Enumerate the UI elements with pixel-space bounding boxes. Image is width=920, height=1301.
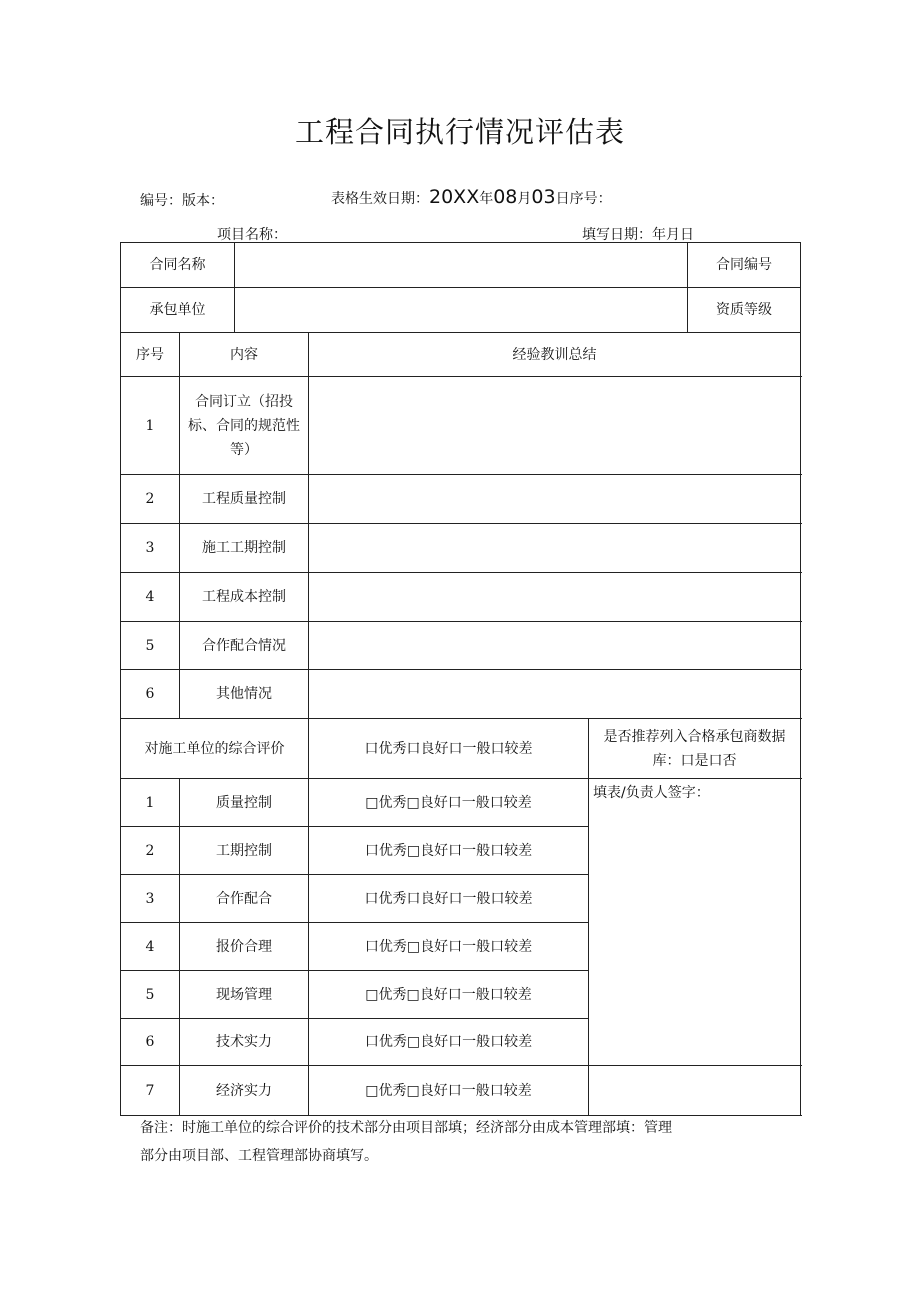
overall-evaluation-label: 对施工单位的综合评价 xyxy=(121,719,309,779)
row-content: 其他情况 xyxy=(180,670,309,719)
eval-seq: 1 xyxy=(121,779,180,827)
eval-item: 技术实力 xyxy=(180,1019,309,1066)
eval-rating-options[interactable]: 口优秀口良好口一般口较差 xyxy=(309,875,589,923)
extra-empty-field[interactable] xyxy=(589,1066,801,1116)
signature-field[interactable]: 填表/负责人签字： xyxy=(589,779,801,1066)
effective-month: 08 xyxy=(493,186,518,208)
remark-line-2: 部分由项目部、工程管理部协商填写。 xyxy=(140,1148,378,1164)
eval-seq: 3 xyxy=(121,875,180,923)
eval-seq: 2 xyxy=(121,827,180,875)
experience-row xyxy=(121,524,801,573)
row-seq: 1 xyxy=(121,377,180,475)
row-seq: 2 xyxy=(121,475,180,524)
eval-seq: 5 xyxy=(121,971,180,1019)
experience-row xyxy=(121,475,801,524)
row-summary-field[interactable] xyxy=(309,573,801,622)
effective-date-label: 表格生效日期： xyxy=(331,191,429,207)
effective-date-line xyxy=(331,186,612,208)
eval-rating-options[interactable]: □优秀□良好口一般口较差 xyxy=(309,1066,589,1116)
row-seq: 6 xyxy=(121,670,180,719)
row-content: 合同订立（招投标、合同的规范性等） xyxy=(180,377,309,475)
effective-day: 03 xyxy=(531,186,556,208)
month-unit: 月 xyxy=(517,191,532,207)
number-version-label: 编号：版本： xyxy=(140,193,224,209)
eval-item: 经济实力 xyxy=(180,1066,309,1116)
contract-name-row xyxy=(121,243,801,288)
row-content: 施工工期控制 xyxy=(180,524,309,573)
summary-header: 经验教训总结 xyxy=(309,333,801,377)
experience-row xyxy=(121,377,801,475)
eval-item: 报价合理 xyxy=(180,923,309,971)
eval-rating-options[interactable]: 口优秀□良好口一般口较差 xyxy=(309,827,589,875)
remark-line-1: 备注：时施工单位的综合评价的技术部分由项目部填；经济部分由成本管理部填：管理 xyxy=(140,1120,672,1136)
effective-year: 20XX xyxy=(429,186,480,208)
overall-rating-options[interactable]: 口优秀口良好口一般口较差 xyxy=(309,719,589,779)
page-title: 工程合同执行情况评估表 xyxy=(294,115,625,149)
seq-header: 序号 xyxy=(121,333,180,377)
eval-item: 质量控制 xyxy=(180,779,309,827)
fill-date-label: 填写日期：年月日 xyxy=(582,227,694,243)
contractor-label: 承包单位 xyxy=(121,288,235,333)
year-unit: 年 xyxy=(479,191,494,207)
row-content: 工程质量控制 xyxy=(180,475,309,524)
contractor-field[interactable] xyxy=(235,288,688,333)
eval-item: 工期控制 xyxy=(180,827,309,875)
experience-row xyxy=(121,622,801,670)
row-summary-field[interactable] xyxy=(309,670,801,719)
eval-rating-options[interactable]: 口优秀□良好口一般口较差 xyxy=(309,1019,589,1066)
contractor-row xyxy=(121,288,801,333)
eval-item: 合作配合 xyxy=(180,875,309,923)
experience-row xyxy=(121,670,801,719)
contract-no-label: 合同编号 xyxy=(688,243,801,288)
contract-name-label: 合同名称 xyxy=(121,243,235,288)
eval-item: 现场管理 xyxy=(180,971,309,1019)
contract-name-field[interactable] xyxy=(235,243,688,288)
row-content: 工程成本控制 xyxy=(180,573,309,622)
eval-rating-options[interactable]: □优秀□良好口一般口较差 xyxy=(309,779,589,827)
eval-row xyxy=(121,779,801,827)
row-summary-field[interactable] xyxy=(309,622,801,670)
qualification-label: 资质等级 xyxy=(688,288,801,333)
row-seq: 4 xyxy=(121,573,180,622)
eval-seq: 4 xyxy=(121,923,180,971)
eval-rating-options[interactable]: 口优秀□良好口一般口较差 xyxy=(309,923,589,971)
day-serial-label: 日序号： xyxy=(555,191,612,207)
recommend-database[interactable]: 是否推荐列入合格承包商数据库：口是口否 xyxy=(589,719,801,779)
row-seq: 3 xyxy=(121,524,180,573)
project-name-label: 项目名称： xyxy=(217,227,287,243)
eval-seq: 6 xyxy=(121,1019,180,1066)
row-summary-field[interactable] xyxy=(309,475,801,524)
row-content: 合作配合情况 xyxy=(180,622,309,670)
eval-seq: 7 xyxy=(121,1066,180,1116)
experience-header-row xyxy=(121,333,801,377)
content-header: 内容 xyxy=(180,333,309,377)
row-summary-field[interactable] xyxy=(309,524,801,573)
overall-evaluation-row xyxy=(121,719,801,779)
row-summary-field[interactable] xyxy=(309,377,801,475)
row-seq: 5 xyxy=(121,622,180,670)
eval-rating-options[interactable]: □优秀□良好口一般口较差 xyxy=(309,971,589,1019)
evaluation-form-table xyxy=(120,242,801,1116)
eval-row xyxy=(121,1066,801,1116)
experience-row xyxy=(121,573,801,622)
remark-note xyxy=(140,1114,760,1170)
